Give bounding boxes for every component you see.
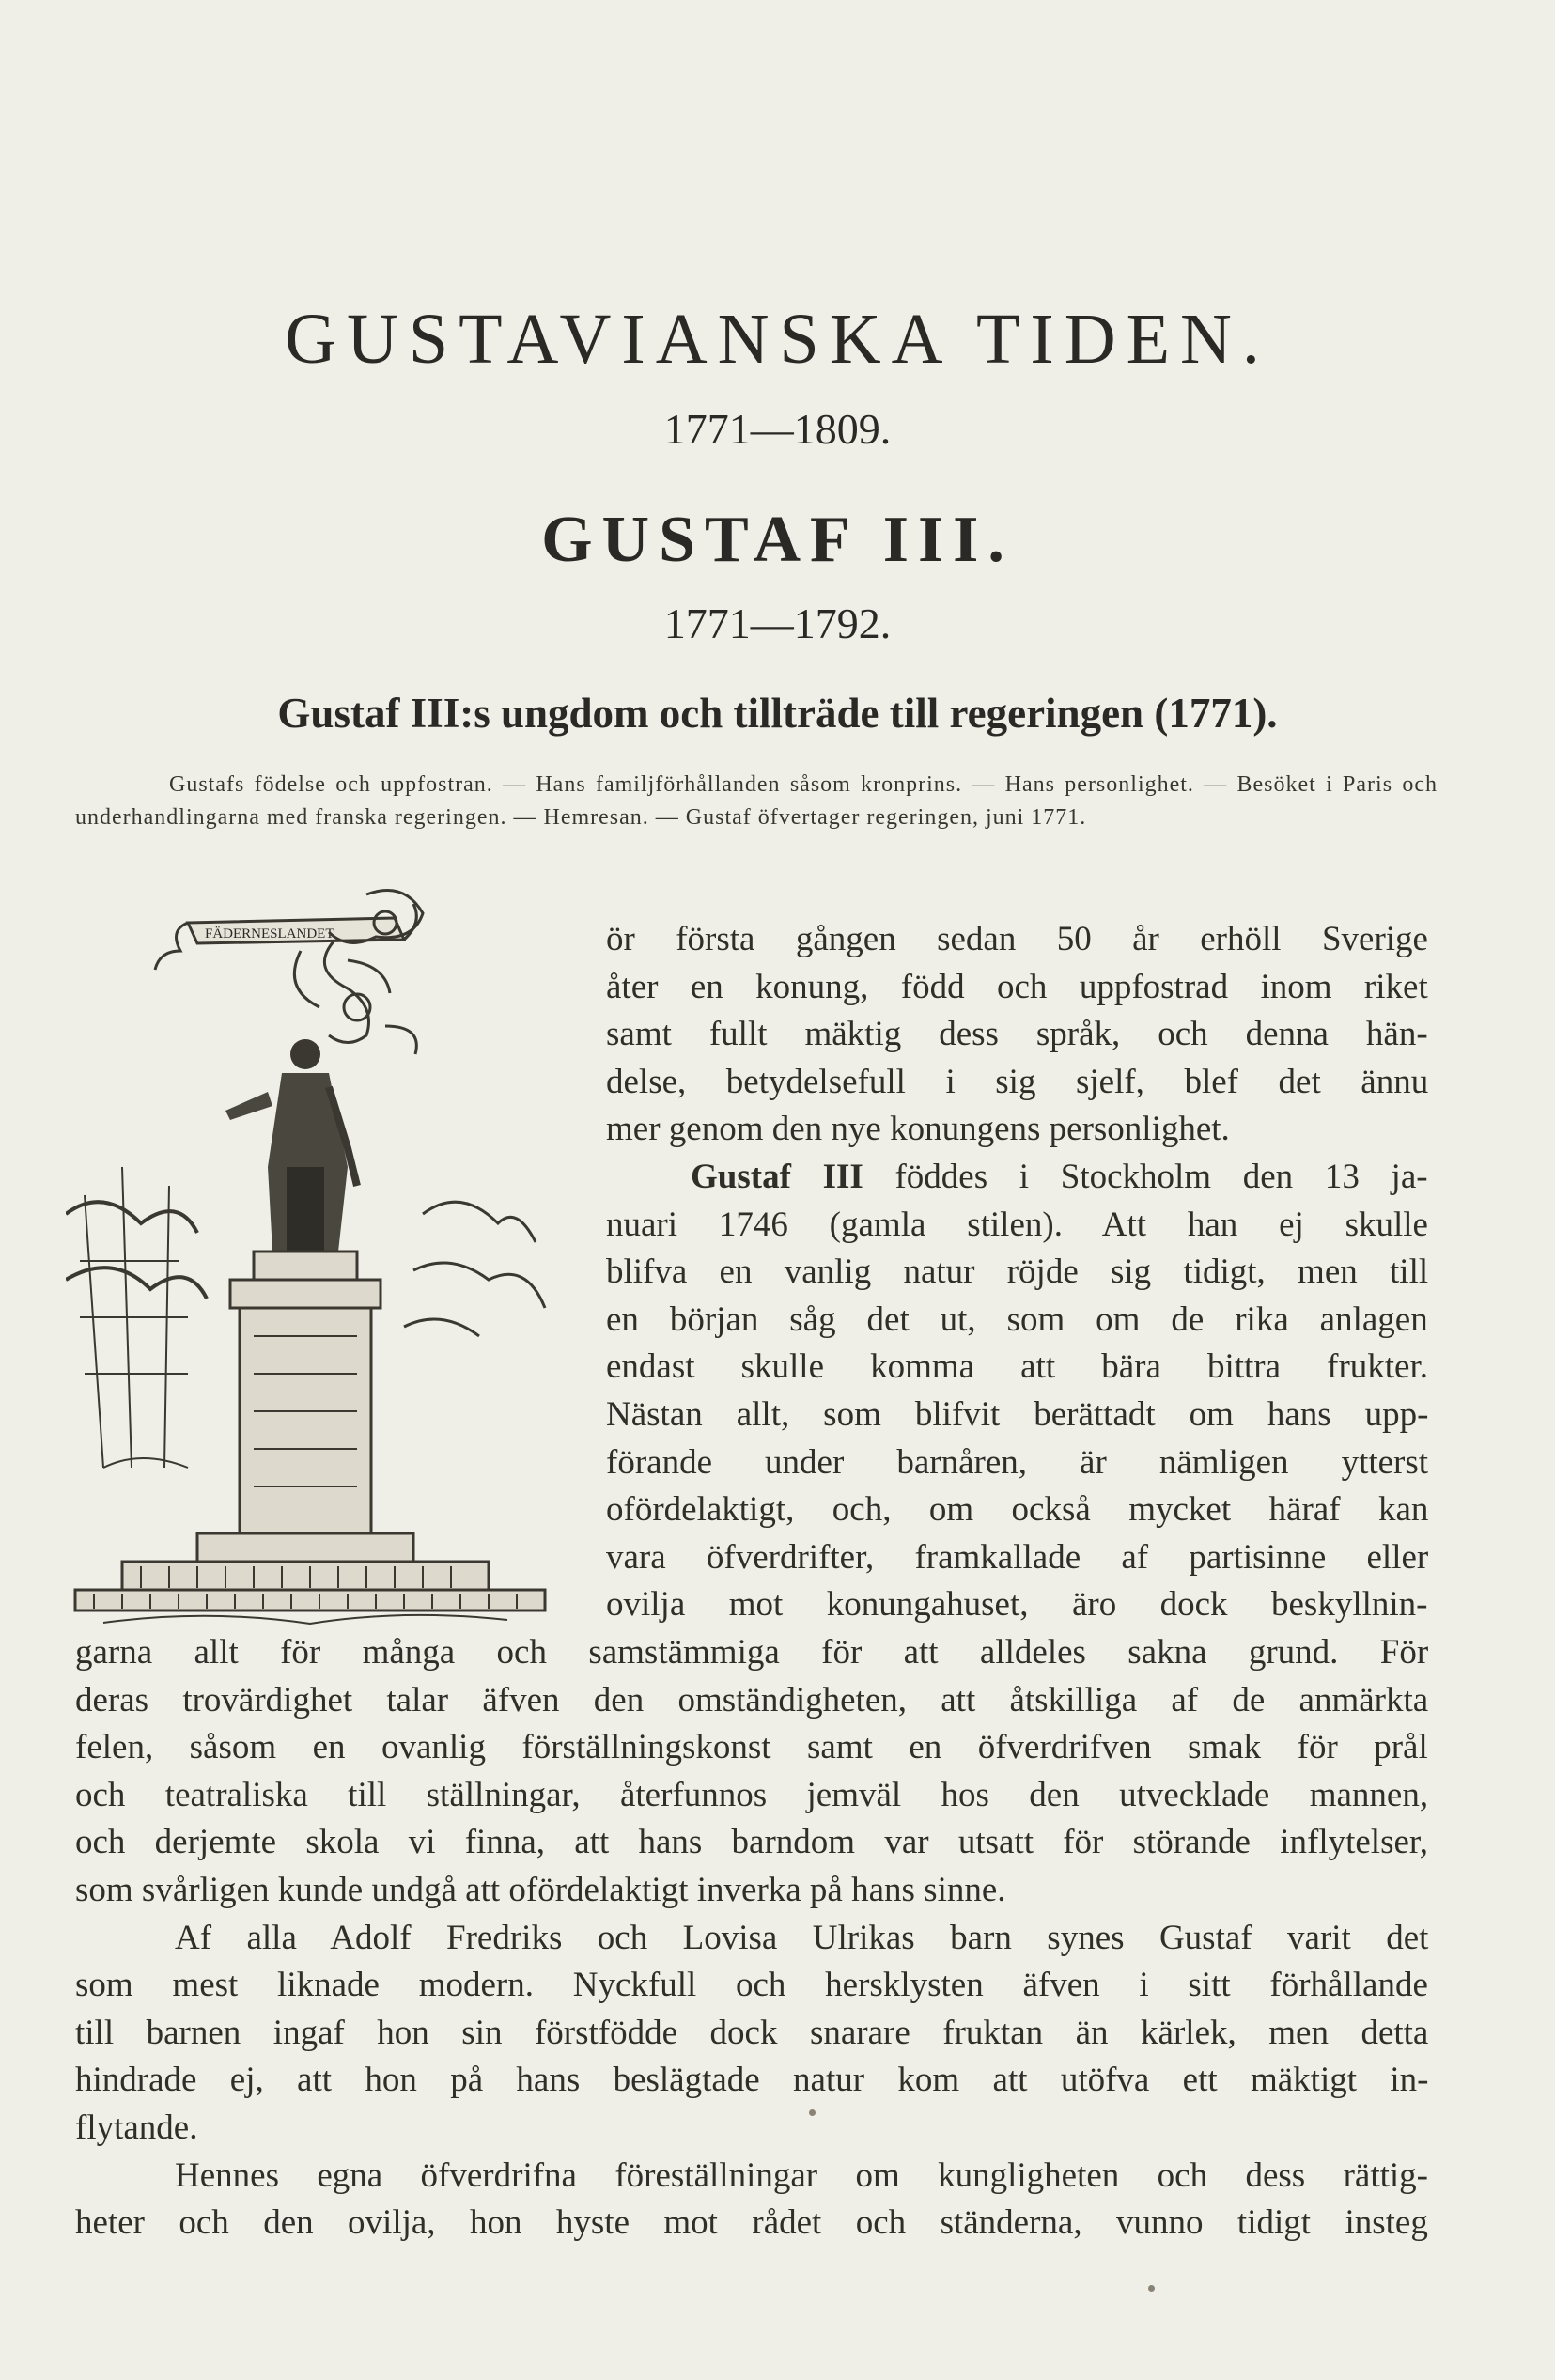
body-text-line (75, 2057, 1428, 2104)
line-text: garna allt för många och samstämmiga för att alldeles sakna grund. För (75, 1633, 1429, 1672)
body-text-line (606, 1106, 1230, 1153)
line-text: vara öfverdrifter, framkallade af partisinne eller (606, 1537, 1429, 1577)
body-text-line (606, 1581, 1428, 1628)
line-text: nuari 1746 (gamla stilen). Att han ej skulle (606, 1205, 1428, 1244)
line-text: Nästan allt, som blifvit berättadt om hans upp- (606, 1395, 1429, 1434)
printer-mark (1148, 2285, 1155, 2292)
line-text: samt fullt mäktig dess språk, och denna hän- (606, 1015, 1428, 1054)
line-text: som mest liknade modern. Nyckfull och hersklysten äfven i sitt förhållande (75, 1966, 1428, 2005)
body-text-line (75, 1867, 1006, 1914)
era-title: GUSTAVIANSKA TIDEN. (285, 300, 1270, 379)
body-text-line (75, 1772, 1428, 1819)
body-text-line (606, 964, 1428, 1011)
king-title: GUSTAF III. (541, 504, 1014, 576)
line-text: flytande. (75, 2108, 198, 2147)
body-text-line (606, 1439, 1428, 1486)
background-foliage (404, 1202, 545, 1336)
line-text: blifva en vanlig natur röjde sig tidigt, men till (606, 1252, 1429, 1292)
line-text: ofördelaktigt, och, om också mycket häraf kan (606, 1490, 1429, 1530)
body-text-line (606, 1534, 1428, 1581)
body-text-line (75, 1819, 1428, 1866)
body-text-line (175, 1915, 1428, 1962)
line-text: Hennes egna öfverdrifna föreställningar om kungligheten och dess rättig- (175, 2155, 1428, 2195)
background-ships (66, 1167, 207, 1468)
line-text: mer genom den nye konungens personlighet. (606, 1110, 1230, 1149)
body-text-line (606, 1059, 1428, 1106)
line-text: ör första gången sedan 50 år erhöll Sverige (606, 920, 1428, 958)
body-text-line (75, 1724, 1428, 1771)
line-text: som svårligen kunde undgå att ofördelaktigt inverka på hans sinne. (75, 1871, 1006, 1909)
body-text-line (75, 1629, 1428, 1676)
body-text-line (75, 1677, 1428, 1724)
line-text: Af alla Adolf Fredriks och Lovisa Ulrikas barn synes Gustaf varit det (175, 1918, 1429, 1957)
ornament-cluster (294, 891, 423, 1055)
bold-name: Gustaf III (691, 1158, 863, 1196)
body-text-line (606, 1249, 1428, 1296)
line-text: deras trovärdighet talar äfven den omständigheten, att åtskilliga af de anmärkta (75, 1680, 1429, 1719)
line-text: till barnen ingaf hon sin förstfödde dock snarare fruktan än kärlek, men detta (75, 2013, 1429, 2052)
body-text-line (175, 2153, 1428, 2200)
line-text: föddes i Stockholm den 13 ja- (863, 1158, 1428, 1196)
body-text-line (691, 1154, 1428, 1201)
chapter-title: Gustaf III:s ungdom och tillträde till regeringen (1771). (277, 690, 1278, 737)
body-text-line (606, 916, 1428, 963)
body-text-line (606, 1344, 1428, 1391)
body-text-line (606, 1011, 1428, 1058)
body-text-line (75, 2200, 1428, 2247)
era-period: 1771—1809. (663, 405, 892, 453)
line-text: endast skulle komma att bära bittra frukter. (606, 1347, 1428, 1387)
line-text: åter en konung, född och uppfostrad inom riket (606, 967, 1428, 1006)
body-text-line (606, 1297, 1428, 1344)
statue-figure (225, 1039, 357, 1252)
line-text: en början såg det ut, som om de rika anlagen (606, 1299, 1428, 1339)
body-text-line (75, 2010, 1428, 2057)
body-text-line (606, 1202, 1428, 1249)
body-text-line (606, 1486, 1428, 1533)
banner-text: FÄDERNESLANDET. (205, 926, 337, 941)
reign-period: 1771—1792. (663, 599, 892, 647)
chapter-summary: Gustafs födelse och uppfostran. — Hans familjförhållanden såsom kronprins. — Hans personlighet. — Besöket i Paris och underhandlingarna med franska regeringen. — Hemresan. — Gustaf öfvertager regeringen, juni 1771. (75, 772, 1438, 830)
printer-mark (809, 2109, 816, 2116)
line-text: felen, såsom en ovanlig förställningskonst samt en öfverdrifven smak för prål (75, 1728, 1428, 1767)
body-text-line (75, 2105, 197, 2152)
line-text: heter och den ovilja, hon hyste mot rådet och ständerna, vunno tidigt insteg (75, 2203, 1428, 2243)
line-text: hindrade ej, att hon på hans beslägtade natur kom att utöfva ett mäktigt in- (75, 2061, 1429, 2100)
statue-pedestal (75, 1252, 545, 1610)
statue-engraving-illustration (66, 885, 573, 1627)
line-text: och teatraliska till ställningar, återfunnos jemväl hos den utvecklade mannen, (75, 1775, 1429, 1814)
body-text-line (75, 1962, 1428, 2009)
body-text-line (606, 1392, 1428, 1439)
line-text: delse, betydelsefull i sig sjelf, blef det ännu (606, 1062, 1429, 1101)
line-text: och derjemte skola vi finna, att hans barndom var utsatt för störande inflytelser, (75, 1823, 1428, 1862)
line-text: ovilja mot konungahuset, äro dock beskyllnin- (606, 1585, 1428, 1625)
line-text: förande under barnåren, är nämligen ytterst (606, 1442, 1429, 1482)
